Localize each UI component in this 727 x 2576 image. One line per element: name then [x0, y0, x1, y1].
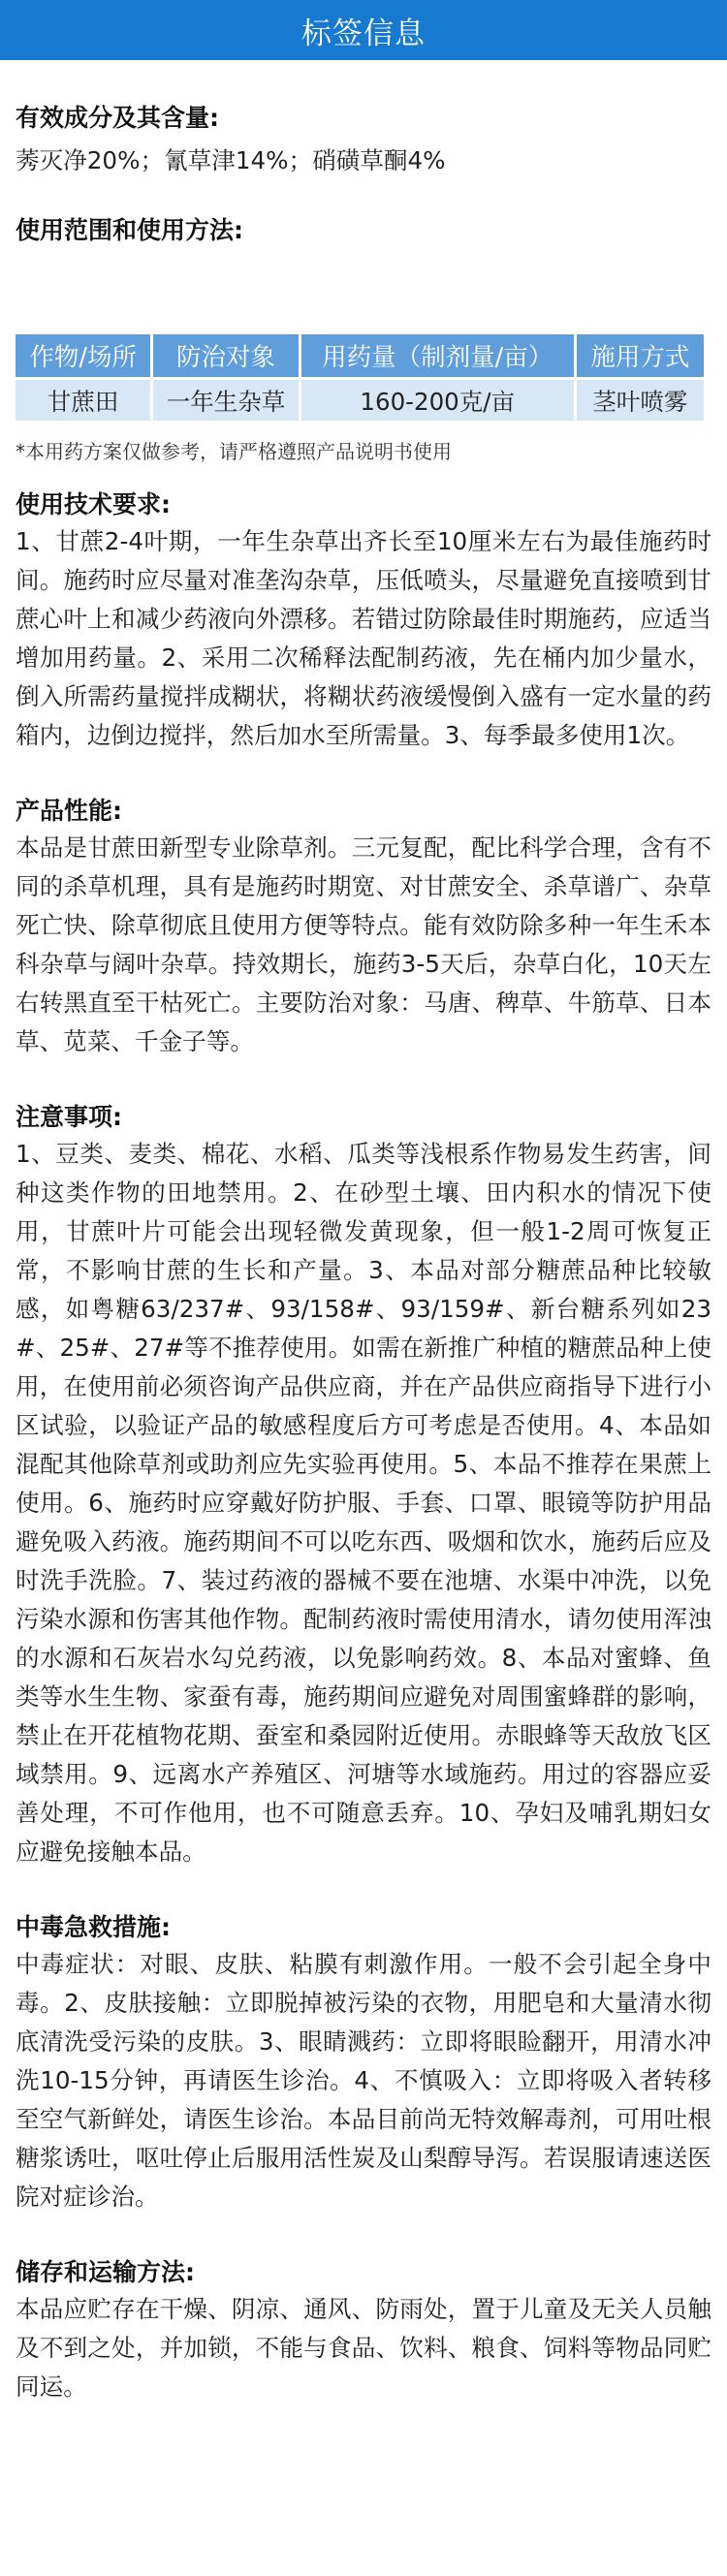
precautions-text: 1、豆类、麦类、棉花、水稻、瓜类等浅根系作物易发生药害，间种这类作物的田地禁用。2、在砂型土壤、田内积水的情况下使用，甘蔗叶片可能会出现轻微发黄现象，但一般1-2周可恢复正常，不影响甘蔗的生长和产量。3、本品对部分糖蔗品种比较敏感，如粤糖63/237#、93/158#、93/159#、新台糖系列如23#、25#、27#等不推荐使用。如需在新推广种植的糖蔗品种上使用，在使用前必须咨询产品供应商，并在产品供应商指导下进行小区试验，以验证产品的敏感程度后方可考虑是否使用。4、本品如混配其他除草剂或助剂应先实验再使用。5、本品不推荐在果蔗上使用。6、施药时应穿戴好防护服、手套、口罩、眼镜等防护用品避免吸入药液。施药期间不可以吃东西、吸烟和饮水，施药后应及时洗手洗脸。7、装过药液的器械不要在池塘、水渠中冲洗，以免污染水源和伤害其他作物。配制药液时需使用清水，请勿使用浑浊的水源和石灰岩水勾兑药液，以免影响药效。8、本品对蜜蜂、鱼类等水生生物、家蚕有毒，施药期间应避免对周围蜜蜂群的影响，禁止在开花植物花期、蚕室和桑园附近使用。赤眼蜂等天敌放飞区域禁用。9、远离水产养殖区、河塘等水域施药。用过的容器应妥善处理，不可作他用，也不可随意丢弃。10、孕妇及哺乳期妇女应避免接触本品。 [16, 1140, 711, 1866]
label-content [0, 101, 727, 2406]
usage-note: *本用药方案仅做参考，请严格遵照产品说明书使用 [16, 440, 452, 463]
performance-heading: 产品性能: [16, 797, 122, 825]
usage-table [13, 331, 707, 424]
storage-text: 本品应贮存在干燥、阴凉、通风、防雨处，置于儿童及无关人员触及不到之处，并加锁，不能与食品、饮料、粮食、饲料等物品同贮同运。 [16, 2295, 711, 2401]
usage-table-header-target: 防治对象 [153, 334, 298, 377]
usage-table-cell-crop: 甘蔗田 [16, 380, 150, 421]
header-bar [0, 0, 727, 60]
precautions-heading: 注意事项: [16, 1103, 122, 1131]
storage-heading: 储存和运输方法: [16, 2258, 195, 2286]
usage-table-header-row [16, 334, 704, 377]
ingredients-text: 莠灭净20%；氰草津14%；硝磺草酮4% [16, 146, 446, 174]
technical-text: 1、甘蔗2-4叶期，一年生杂草出齐长至10厘米左右为最佳施药时间。施药时应尽量对准垄沟杂草，压低喷头，尽量避免直接喷到甘蔗心叶上和减少药液向外漂移。若错过防除最佳时期施药，应适当增加用药量。2、采用二次稀释法配制药液，先在桶内加少量水，倒入所需药量搅拌成糊状，将糊状药液缓慢倒入盛有一定水量的药箱内，边倒边搅拌，然后加水至所需量。3、每季最多使用1次。 [16, 527, 711, 749]
firstaid-heading: 中毒急救措施: [16, 1913, 171, 1941]
technical-heading: 使用技术要求: [16, 490, 171, 518]
performance-text: 本品是甘蔗田新型专业除草剂。三元复配，配比科学合理，含有不同的杀草机理，具有是施药时期宽、对甘蔗安全、杀草谱广、杂草死亡快、除草彻底且使用方便等特点。能有效防除多种一年生禾本科杂草与阔叶杂草。持效期长，施药3-5天后，杂草白化，10天左右转黑直至干枯死亡。主要防治对象：马唐、稗草、牛筋草、日本草、苋菜、千金子等。 [16, 833, 711, 1055]
usage-table-cell-dosage: 160-200克/亩 [301, 380, 574, 421]
table-row [16, 380, 704, 421]
usage-table-cell-method: 茎叶喷雾 [577, 380, 704, 421]
ingredients-heading: 有效成分及其含量: [16, 104, 219, 132]
firstaid-text: 中毒症状：对眼、皮肤、粘膜有刺激作用。一般不会引起全身中毒。2、皮肤接触：立即脱掉被污染的衣物，用肥皂和大量清水彻底清洗受污染的皮肤。3、眼睛溅药：立即将眼睑翻开，用清水冲洗10-15分钟，再请医生诊治。4、不慎吸入：立即将吸入者转移至空气新鲜处，请医生诊治。本品目前尚无特效解毒剂，可用吐根糖浆诱吐，呕吐停止后服用活性炭及山梨醇导泻。若误服请速送医院对症诊治。 [16, 1950, 711, 2211]
usage-table-header-dosage: 用药量（制剂量/亩） [301, 334, 574, 377]
usage-table-header-crop: 作物/场所 [16, 334, 150, 377]
page-title: 标签信息 [301, 16, 426, 51]
usage-heading: 使用范围和使用方法: [16, 216, 243, 244]
usage-table-cell-target: 一年生杂草 [153, 380, 298, 421]
usage-table-header-method: 施用方式 [577, 334, 704, 377]
